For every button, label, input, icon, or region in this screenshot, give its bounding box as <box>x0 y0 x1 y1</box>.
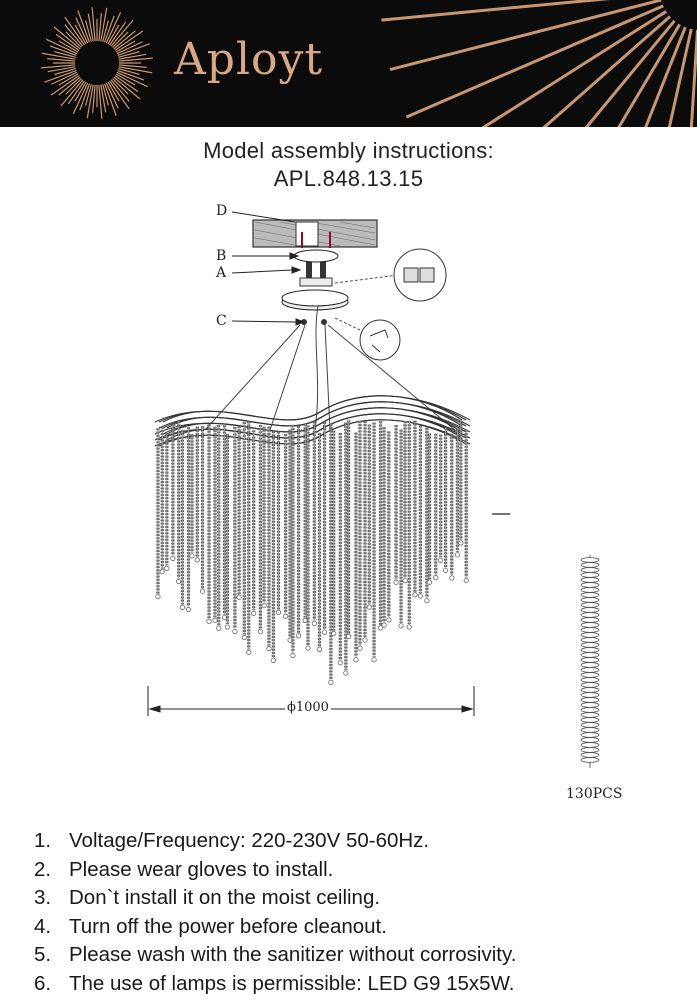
callout-a: A <box>216 265 227 281</box>
callout-c: C <box>216 313 227 329</box>
list-item: 3. Don`t install it on the moist ceiling. <box>34 886 381 909</box>
list-item: 2. Please wear gloves to install. <box>34 857 334 881</box>
part-count: 130PCS <box>566 786 623 802</box>
document-title: Model assembly instructions: <box>203 138 494 163</box>
callout-b: B <box>216 248 227 264</box>
chandelier-diagram <box>0 195 697 815</box>
list-item: 4. Turn off the power before cleanout. <box>34 914 387 938</box>
brand-header <box>0 0 697 127</box>
list-item: 5. Please wash with the sanitizer without corrosivity. <box>34 943 517 966</box>
list-item: 1. Voltage/Frequency: 220-230V 50-60Hz. <box>34 829 430 852</box>
callout-d: D <box>216 203 228 219</box>
instruction-list <box>34 827 516 998</box>
list-item: 6. The use of lamps is permissible: LED G9 15x5W. <box>34 971 515 995</box>
sunburst-icon <box>0 0 697 127</box>
diameter-dimension: ϕ1000 <box>287 700 329 715</box>
model-number: APL.848.13.15 <box>273 166 424 191</box>
brand-logo-text: Aployt <box>174 34 324 85</box>
